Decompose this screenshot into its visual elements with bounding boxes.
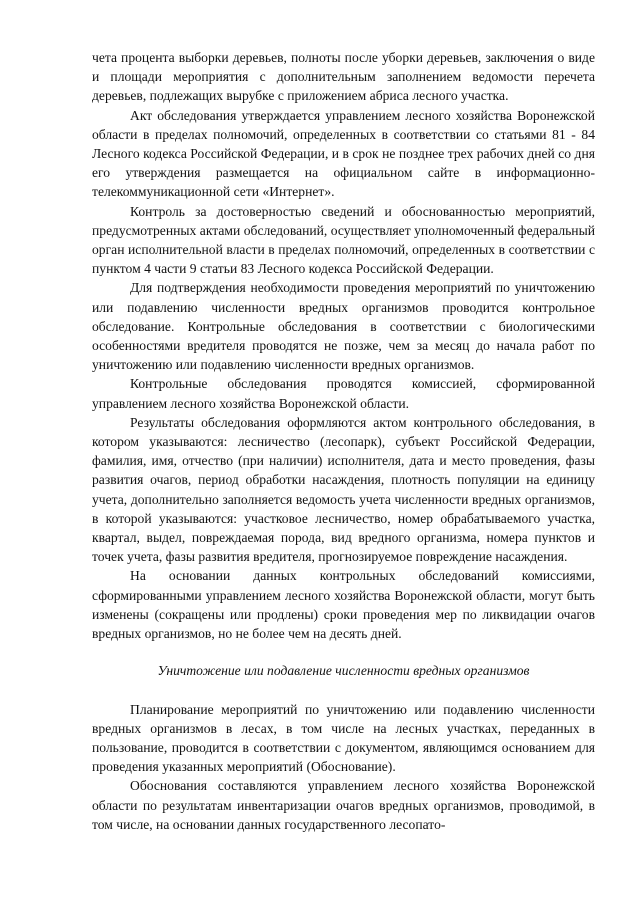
paragraph: Обоснования составляются управлением лесного хозяйства Воронежской области по результатам инвентаризации очагов вредных организмов, проводимой, в том числе, на основании данных государственного лесопато- (92, 778, 595, 832)
section-heading: Уничтожение или подавление численности вредных организмов (157, 663, 530, 679)
paragraph: чета процента выборки деревьев, полноты после уборки деревьев, заключения о виде и площади мероприятия с дополнительным заполнением ведомости перечета деревьев, подлежащих вырубке с приложением абриса лесного участка. (92, 50, 595, 104)
paragraph: Контроль за достоверностью сведений и обоснованностью мероприятий, предусмотренных актами обследований, осуществляет уполномоченный федеральный орган исполнительной власти в пределах полномочий, определенных в соответствии с пунктом 4 части 9 статьи 83 Лесного кодекса Российской Федерации. (92, 203, 595, 277)
paragraph: На основании данных контрольных обследований комиссиями, сформированными управлением лесного хозяйства Воронежской области, могут быть изменены (сокращены или продлены) сроки проведения мер по ликвидации очагов вредных организмов, но не более чем на десять дней. (92, 568, 595, 642)
paragraph: Контрольные обследования проводятся комиссией, сформированной управлением лесного хозяйства Воронежской области. (92, 376, 595, 411)
paragraph: Планирование мероприятий по уничтожению или подавлению численности вредных организмов в лесах, в том числе на лесных участках, переданных в пользование, проводится в соответствии с документом, являющимся основанием для проведения указанных мероприятий (Обоснование). (92, 701, 595, 775)
paragraph: Для подтверждения необходимости проведения мероприятий по уничтожению или подавлению численности вредных организмов проводится контрольное обследование. Контрольные обследования в соответствии с биологическими особенностями вредителя проводятся не позже, чем за месяц до начала работ по уничтожению или подавлению численности вредных организмов. (92, 280, 595, 373)
paragraph: Акт обследования утверждается управлением лесного хозяйства Воронежской области в пределах полномочий, определенных в соответствии со статьями 81 - 84 Лесного кодекса Российской Федерации, и в срок не позднее трех рабочих дней со дня его утверждения размещается на официальном сайте в информационно-телекоммуникационной сети «Интернет». (92, 107, 595, 200)
document-page (92, 48, 595, 834)
paragraph: Результаты обследования оформляются актом контрольного обследования, в котором указываются: лесничество (лесопарк), субъект Российской Федерации, фамилия, имя, отчество (при наличии) исполнителя, дата и место проведения, фазы развития очагов, период обработки насаждения, плотность популяции на единицу учета, дополнительно заполняется ведомость учета численности вредных организмов, в которой указываются: участковое лесничество, номер обрабатываемого участка, квартал, выдел, повреждаемая порода, вид вредного организма, номера пунктов и точек учета, фазы развития вредителя, прогнозируемое повреждение насаждения. (92, 414, 595, 565)
